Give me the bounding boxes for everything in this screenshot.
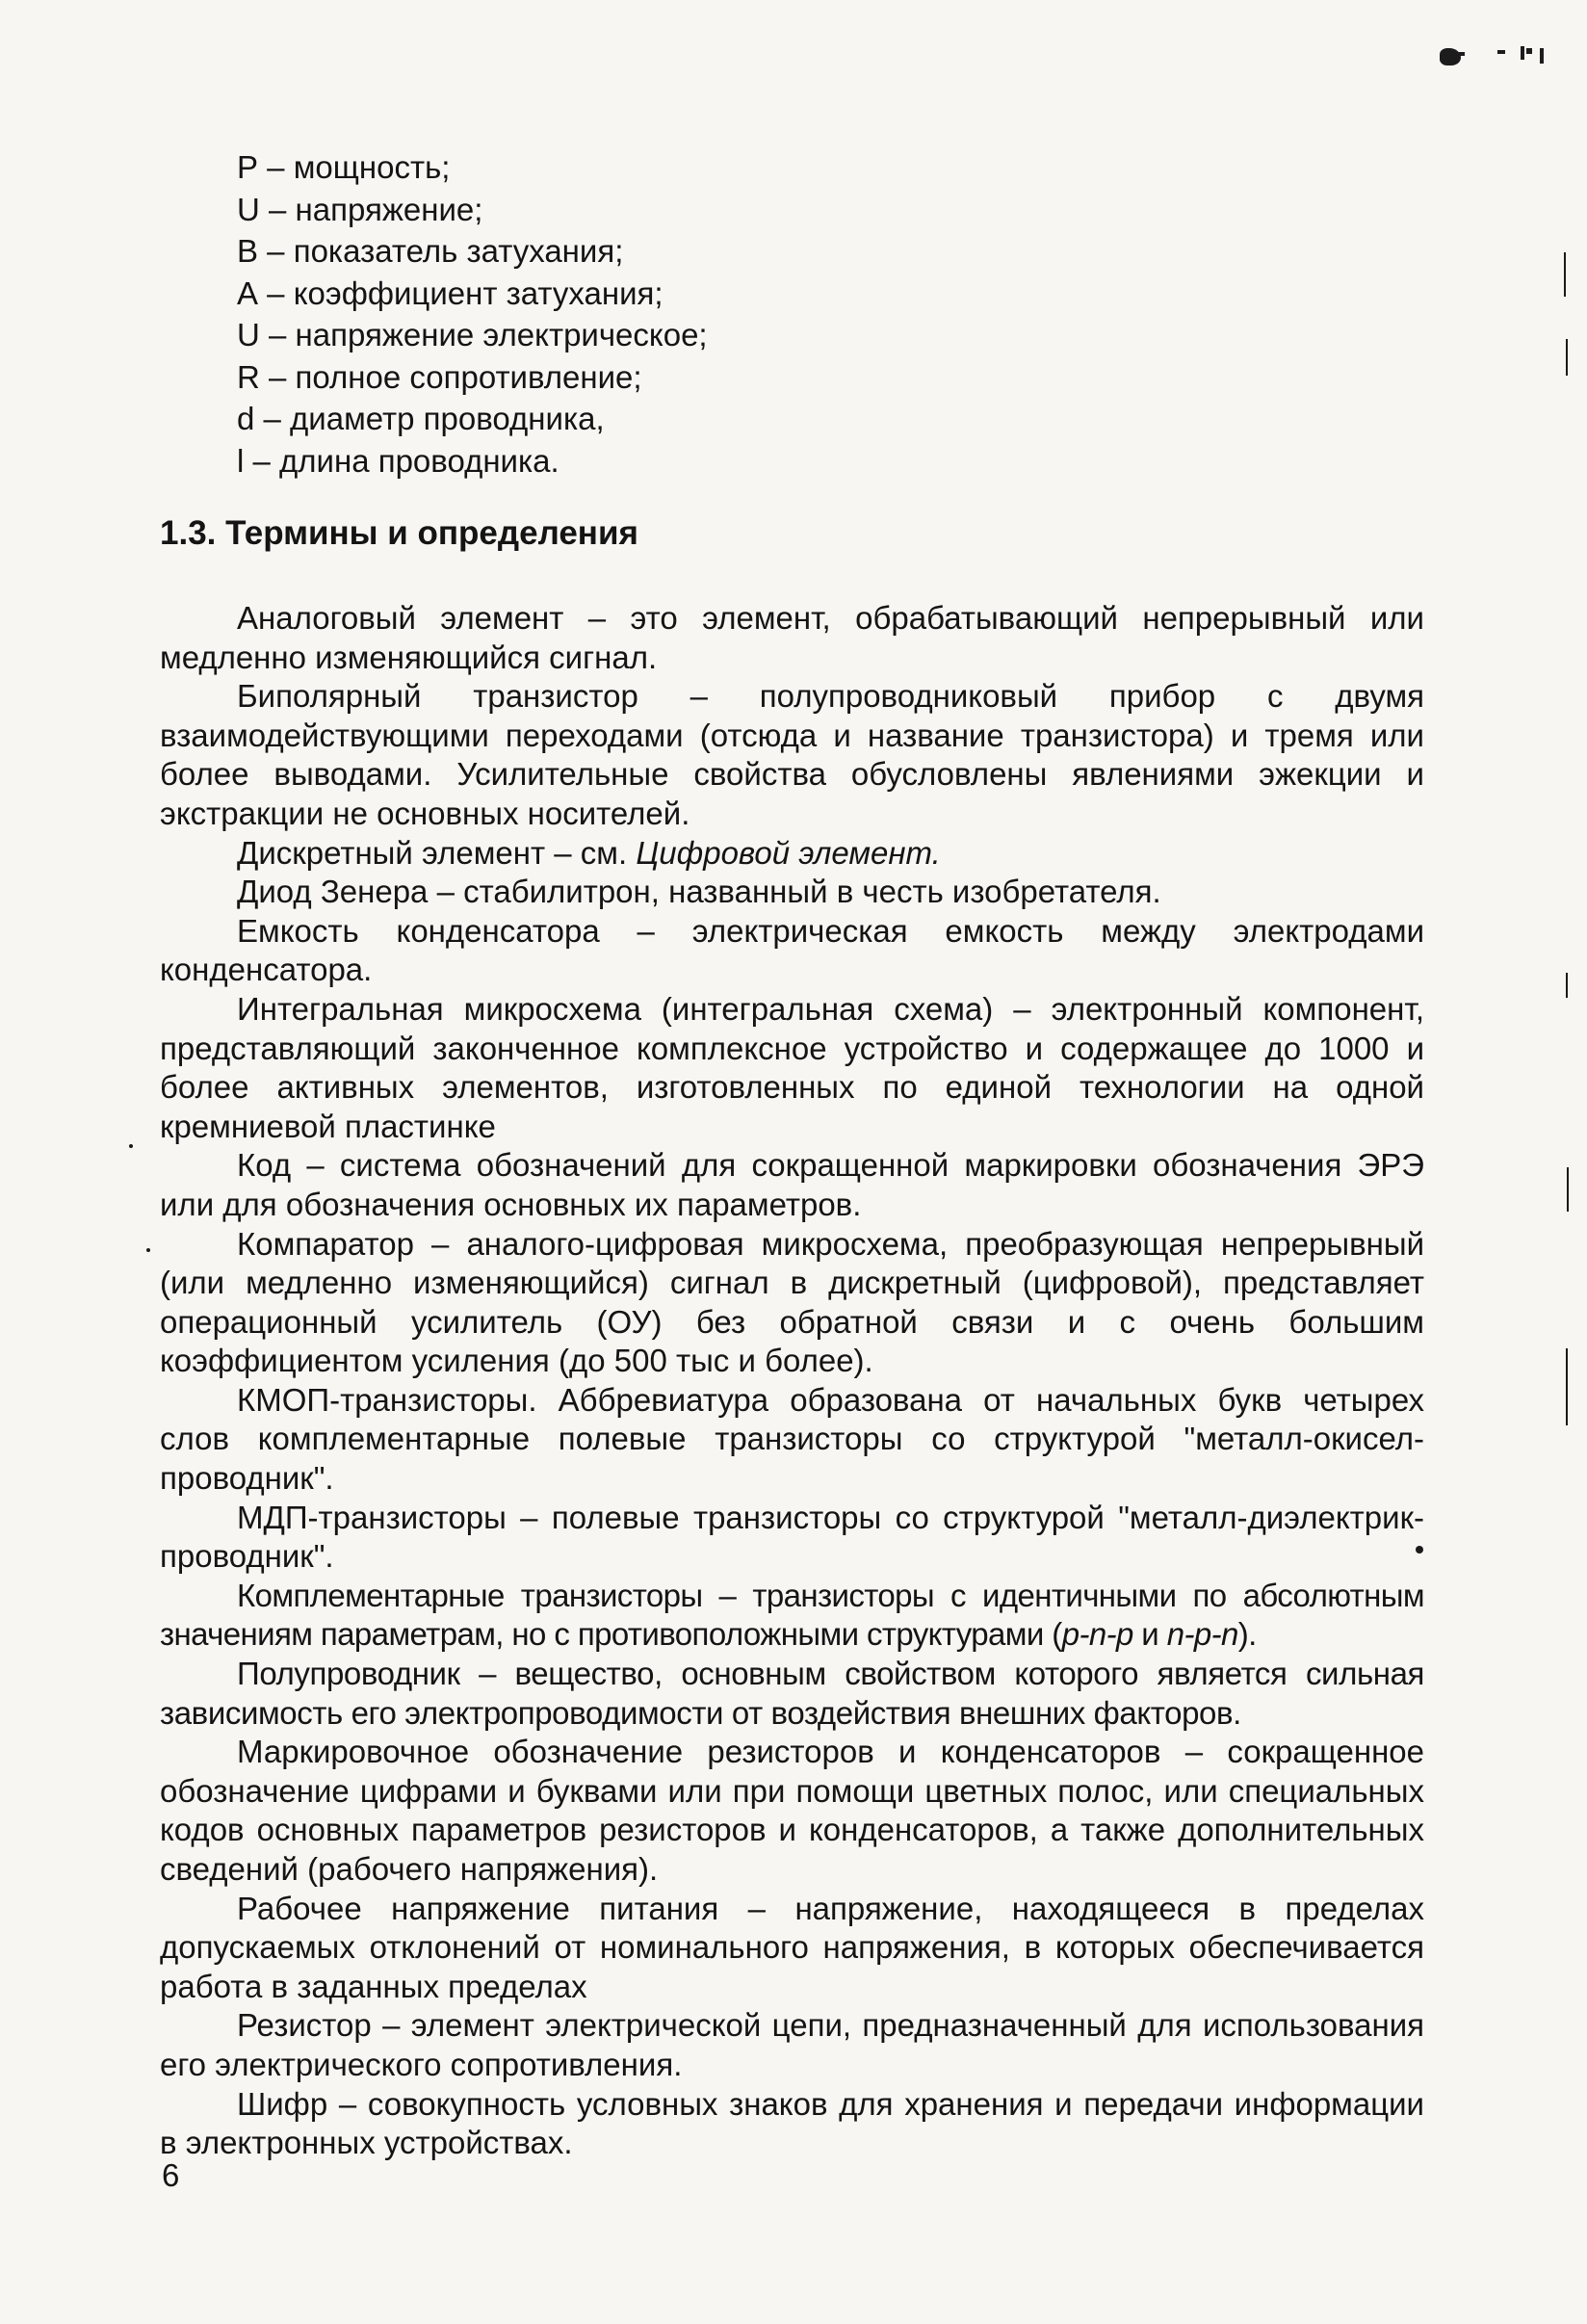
definition-paragraph bbox=[160, 1499, 1424, 1577]
symbol-item: l – длина проводника. bbox=[237, 442, 559, 479]
definition-paragraph bbox=[160, 1655, 1424, 1733]
definition-text: ). bbox=[1237, 1616, 1257, 1653]
scan-artifact-margin bbox=[1564, 252, 1566, 297]
symbol-item: U – напряжение электрическое; bbox=[237, 317, 708, 353]
definition-paragraph bbox=[160, 2085, 1424, 2163]
page-number: 6 bbox=[162, 2157, 180, 2193]
definition-paragraph bbox=[160, 1146, 1424, 1224]
structure-term: p-n-p bbox=[1061, 1616, 1133, 1653]
definition-text: Биполярный транзистор – полупроводниковый прибор с двумя взаимодействующими переходами (отсюда и название транзистора) и тремя или более выводами. Усилительные свойства обусловлены явлениями эжекции и экстракции не основных носителей. bbox=[160, 678, 1424, 831]
definition-text: Аналоговый элемент – это элемент, обрабатывающий непрерывный или медленно изменяющийся сигнал. bbox=[160, 600, 1424, 675]
symbol-list bbox=[237, 146, 708, 482]
definition-text: Резистор – элемент электрической цепи, предназначенный для использования его электрического сопротивления. bbox=[160, 2007, 1424, 2082]
definition-paragraph bbox=[160, 990, 1424, 1146]
definition-text: Диод Зенера – стабилитрон, названный в честь изобретателя. bbox=[237, 874, 1161, 910]
symbol-item: U – напряжение; bbox=[237, 191, 483, 227]
definition-paragraph bbox=[160, 834, 1424, 874]
section-title: 1.3. Термины и определения bbox=[160, 514, 638, 552]
definition-text: Рабочее напряжение питания – напряжение, находящееся в пределах допускаемых отклонений от номинального напряжения, в которых обеспечивается работа в заданных пределах bbox=[160, 1890, 1424, 2004]
definition-text: Шифр – совокупность условных знаков для хранения и передачи информации в электронных устройствах. bbox=[160, 2085, 1424, 2161]
scan-artifact-margin bbox=[1566, 973, 1568, 998]
definition-text: Дискретный элемент – см. bbox=[237, 834, 637, 871]
definition-reference: Цифровой элемент. bbox=[636, 834, 941, 871]
scan-artifact-dot bbox=[146, 1248, 150, 1252]
definition-paragraph bbox=[160, 1577, 1424, 1655]
definition-paragraph bbox=[160, 873, 1424, 912]
definition-text: и bbox=[1132, 1616, 1167, 1653]
definition-paragraph bbox=[160, 1733, 1424, 1889]
scan-artifact-dot bbox=[129, 1144, 133, 1148]
definition-paragraph bbox=[160, 2006, 1424, 2084]
definition-text: КМОП-транзисторы. Аббревиатура образована от начальных букв четырех слов комплементарные полевые транзисторы со структурой "металл-окисел-проводник". bbox=[160, 1381, 1424, 1497]
scan-artifact-margin bbox=[1566, 339, 1568, 376]
definition-text: Комплементарные транзисторы – транзисторы с идентичными по абсолютным значениям параметрам, но с противоположными структурами ( bbox=[160, 1577, 1424, 1653]
definition-text: Интегральная микросхема (интегральная схема) – электронный компонент, представляющий законченное комплексное устройство и содержащее до 1000 и более активных элементов, изготовленных по единой технологии на одной кремниевой пластинке bbox=[160, 990, 1424, 1144]
symbol-item: d – диаметр проводника, bbox=[237, 401, 605, 436]
definition-paragraph bbox=[160, 599, 1424, 677]
definition-text: МДП-транзисторы – полевые транзисторы со структурой "металл-диэлектрик-проводник". bbox=[160, 1499, 1424, 1575]
symbol-item: R – полное сопротивление; bbox=[237, 358, 642, 395]
structure-term: n-p-n bbox=[1166, 1616, 1238, 1653]
definition-paragraph bbox=[160, 1890, 1424, 2007]
scan-artifact-margin bbox=[1566, 1348, 1568, 1425]
scan-artifact-top-right bbox=[1440, 42, 1555, 81]
definition-paragraph bbox=[160, 912, 1424, 990]
definition-text: Код – система обозначений для сокращенной маркировки обозначения ЭРЭ или для обозначения основных их параметров. bbox=[160, 1147, 1424, 1222]
definition-paragraph bbox=[160, 677, 1424, 833]
definitions-list bbox=[160, 599, 1424, 2163]
symbol-item: Р – мощность; bbox=[237, 149, 451, 185]
symbol-item: А – коэффициент затухания; bbox=[237, 274, 663, 311]
definition-text: Компаратор – аналого-цифровая микросхема, преобразующая непрерывный (или медленно изменяющийся) сигнал в дискретный (цифровой), представляет операционный усилитель (ОУ) без обратной связи и с очень большим коэффициентом усиления (до 500 тыс и более). bbox=[160, 1225, 1424, 1379]
definition-text: Полупроводник – вещество, основным свойством которого является сильная зависимость его электропроводимости от воздействия внешних факторов. bbox=[160, 1656, 1424, 1731]
symbol-item: В – показатель затухания; bbox=[237, 233, 624, 269]
scan-artifact-margin bbox=[1567, 1167, 1569, 1212]
definition-paragraph bbox=[160, 1225, 1424, 1381]
definition-paragraph bbox=[160, 1381, 1424, 1499]
definition-text: Маркировочное обозначение резисторов и конденсаторов – сокращенное обозначение цифрами и буквами или при помощи цветных полос, или специальных кодов основных параметров резисторов и конденсаторов, а также дополнительных сведений (рабочего напряжения). bbox=[160, 1734, 1424, 1887]
definition-text: Емкость конденсатора – электрическая емкость между электродами конденсатора. bbox=[160, 912, 1424, 988]
